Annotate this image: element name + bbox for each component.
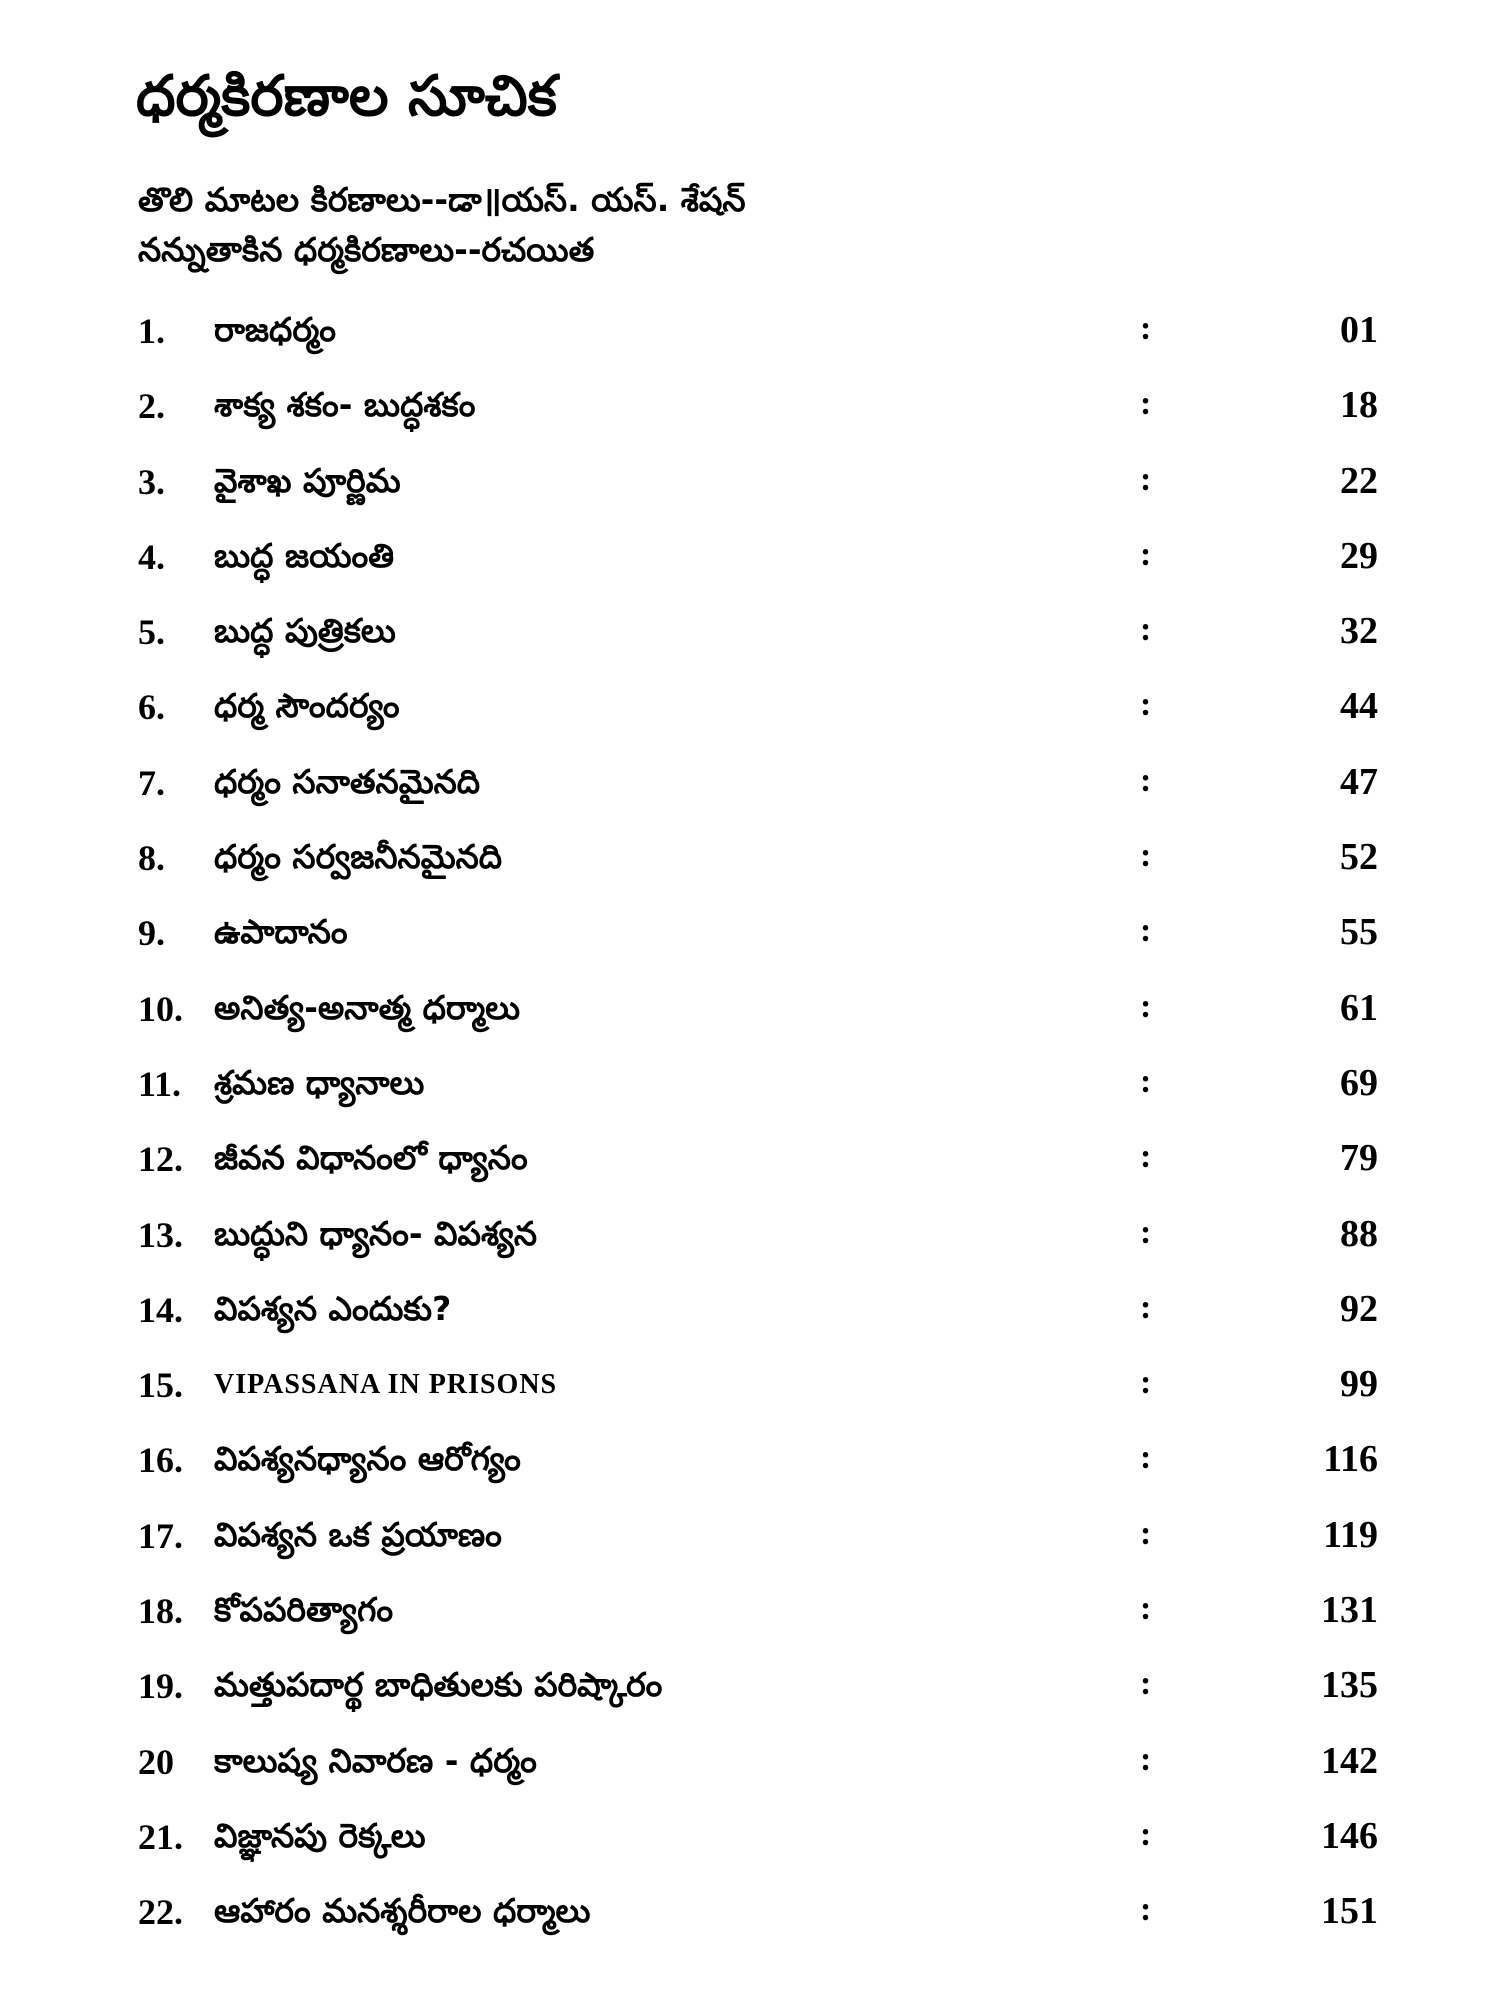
entry-page-number: 99 [1340,1363,1378,1406]
entry-title: శ్రమణ ధ్యానాలు [214,1062,425,1102]
entry-separator: : [1140,310,1152,347]
entry-page-number: 116 [1323,1438,1378,1481]
entry-separator: : [1140,1815,1152,1853]
entry-page-number: 55 [1340,911,1378,954]
entry-number: 19. [138,1666,183,1707]
entry-separator: : [1140,460,1152,498]
entry-page-number: 119 [1323,1513,1378,1556]
entry-title: విపశ్యన ఒక ప్రయాణం [214,1514,502,1554]
page-title: ధర్మకిరణాల సూచిక [136,64,557,129]
intro-line-author: నన్నుతాకిన ధర్మకిరణాలు--రచయిత [138,230,595,269]
entry-number: 22. [138,1892,183,1933]
entry-page-number: 47 [1340,760,1378,803]
entry-number: 5. [138,612,165,653]
toc-entry [0,300,1500,375]
entry-number: 20 [138,1741,174,1782]
entry-page-number: 22 [1340,459,1378,502]
entry-page-number: 32 [1340,610,1378,653]
entry-title: శాక్య శకం- బుద్ధశకం [214,385,476,425]
entry-page-number: 146 [1321,1814,1378,1857]
entry-title: రాజధర్మం [214,310,336,349]
entry-title: జీవన విధానంలో ధ్యానం [214,1138,528,1178]
entry-page-number: 88 [1340,1212,1378,1255]
entry-number: 9. [138,913,165,954]
entry-separator: : [1140,686,1152,724]
entry-separator: : [1140,912,1152,950]
entry-number: 7. [138,762,165,803]
entry-title: కాలుష్య నివారణ - ధర్మం [214,1740,537,1780]
entry-number: 18. [138,1591,183,1632]
toc-entry [0,1806,1500,1881]
entry-page-number: 61 [1340,986,1378,1029]
entry-separator: : [1140,1740,1152,1778]
entry-page-number: 151 [1321,1890,1378,1933]
entry-title: అనిత్య-అనాత్మ ధర్మాలు [214,987,521,1027]
entry-title: ధర్మం సర్వజనీనమైనది [214,837,503,877]
entry-title: ఆహారం మనశ్శరీరాల ధర్మాలు [214,1891,591,1931]
entry-title: ధర్మ సౌందర్యం [214,686,400,726]
entry-title: VIPASSANA IN PRISONS [214,1369,558,1401]
entry-number: 3. [138,461,165,502]
entry-title: బుద్ధ జయంతి [214,535,395,575]
entry-page-number: 142 [1321,1739,1378,1782]
entry-title: విపశ్యనధ్యానం ఆరోగ్యం [214,1439,521,1479]
toc-entry [0,1655,1500,1730]
entry-page-number: 69 [1340,1061,1378,1104]
entry-separator: : [1140,385,1152,423]
toc-entry [0,1128,1500,1203]
toc-entry [0,526,1500,601]
intro-line-foreword: తొలి మాటల కిరణాలు--డా॥యస్. యస్. శేషన్ [138,180,746,219]
entry-page-number: 131 [1321,1589,1378,1632]
entry-number: 4. [138,536,165,577]
entry-separator: : [1140,1439,1152,1477]
entry-title: ఉపాదానం [214,912,348,952]
toc-entry [0,1505,1500,1580]
entry-number: 12. [138,1139,183,1180]
entry-title: ధర్మం సనాతనమైనది [214,761,481,801]
entry-page-number: 18 [1340,384,1378,427]
toc-entry [0,676,1500,751]
entry-number: 1. [138,311,165,351]
toc-entry [0,601,1500,676]
entry-title: వైశాఖ పూర్ణిమ [214,460,401,500]
entry-number: 17. [138,1515,183,1556]
entry-separator: : [1140,535,1152,573]
entry-page-number: 79 [1340,1137,1378,1180]
entry-separator: : [1140,761,1152,799]
entry-separator: : [1140,1891,1152,1929]
entry-separator: : [1140,1062,1152,1100]
entry-title: బుద్ధుని ధ్యానం- విపశ్యన [214,1213,538,1253]
toc-list [0,300,1500,1957]
toc-entry [0,375,1500,450]
entry-number: 21. [138,1816,183,1857]
entry-separator: : [1140,837,1152,875]
entry-page-number: 29 [1340,534,1378,577]
entry-separator: : [1140,1138,1152,1176]
toc-entry [0,1053,1500,1128]
entry-title: విపశ్యన ఎందుకు? [214,1288,452,1328]
entry-separator: : [1140,1590,1152,1628]
entry-page-number: 01 [1340,309,1378,351]
entry-separator: : [1140,1665,1152,1703]
entry-title: కోపపరిత్యాగం [214,1590,394,1630]
entry-number: 10. [138,988,183,1029]
toc-entry [0,827,1500,902]
entry-separator: : [1140,1514,1152,1552]
toc-entry [0,1731,1500,1806]
entry-number: 16. [138,1440,183,1481]
entry-title: విజ్ఞానపు రెక్కలు [214,1815,426,1855]
entry-number: 13. [138,1214,183,1255]
entry-separator: : [1140,1364,1152,1402]
toc-entry [0,1279,1500,1354]
entry-number: 14. [138,1289,183,1330]
toc-entry [0,1429,1500,1504]
toc-entry [0,451,1500,526]
entry-page-number: 135 [1321,1664,1378,1707]
toc-entry [0,902,1500,977]
entry-number: 6. [138,687,165,728]
entry-page-number: 44 [1340,685,1378,728]
toc-entry [0,978,1500,1053]
toc-entry [0,1580,1500,1655]
entry-page-number: 92 [1340,1287,1378,1330]
toc-entry [0,1204,1500,1279]
entry-separator: : [1140,611,1152,649]
entry-separator: : [1140,1213,1152,1251]
toc-entry [0,752,1500,827]
entry-number: 15. [138,1365,183,1406]
entry-number: 11. [138,1063,182,1104]
entry-title: మత్తుపదార్థ బాధితులకు పరిష్కారం [214,1665,663,1705]
entry-title: బుద్ధ పుత్రికలు [214,611,396,651]
entry-separator: : [1140,987,1152,1025]
toc-entry [0,1881,1500,1956]
toc-entry [0,1354,1500,1429]
entry-page-number: 52 [1340,836,1378,879]
entry-number: 8. [138,838,165,879]
entry-separator: : [1140,1288,1152,1326]
entry-number: 2. [138,386,165,427]
